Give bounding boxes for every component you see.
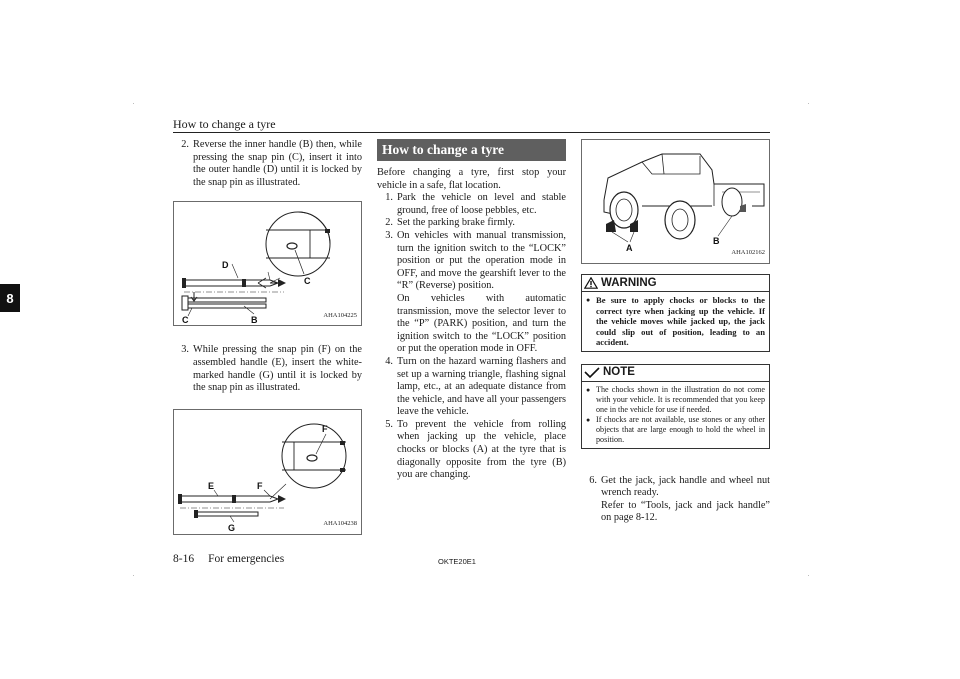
crop-mark: [133, 575, 134, 576]
label-c: C: [304, 276, 311, 287]
note-item: [586, 415, 765, 445]
step-text: On vehicles with manual transmission, turn the ignition switch to the “LOCK” position or put the operation mode in OFF, and move the gearshift lever to the “R” (Reverse) position.: [397, 229, 566, 292]
step-number: 3.: [181, 344, 189, 356]
label-b: B: [713, 236, 720, 246]
page-number: 8-16: [173, 553, 195, 565]
step-text: Refer to “Tools, jack and jack handle” on page 8-12.: [601, 499, 770, 524]
warning-text: Be sure to apply chocks or blocks to the correct tyre when jacking up the vehicle. If the vehicle moves while jacked up, the jack could slip out of position, leading to an accident.: [596, 295, 765, 347]
column-2: [377, 139, 566, 482]
crop-mark: [133, 103, 134, 104]
step-text: Park the vehicle on level and stable ground, free of loose pebbles, etc.: [397, 192, 566, 216]
step-3: [377, 230, 566, 356]
white-handle-illustration: [174, 410, 363, 536]
label-b: B: [251, 315, 258, 326]
warning-header: [582, 275, 769, 292]
note-label: NOTE: [603, 366, 635, 379]
crop-mark: [808, 103, 809, 104]
figure-wheel-chocks: [581, 139, 770, 264]
column-3: [581, 139, 770, 525]
step-text: While pressing the snap pin (F) on the assembled handle (E), insert the white-marked handle (G) until it is locked by the snap pin as illustrated.: [193, 344, 362, 394]
checkmark-icon: [584, 367, 600, 379]
page-footer: [173, 553, 284, 565]
note-text: If chocks are not available, use stones or any other objects that are large enough to hold the wheel in position.: [596, 414, 765, 444]
handle-assembly-illustration: [174, 202, 363, 327]
label-g: G: [228, 522, 236, 533]
chapter-tab: 8: [0, 284, 20, 312]
label-a: A: [626, 243, 633, 253]
figure-code: AHA104225: [323, 311, 357, 319]
warning-triangle-icon: [584, 277, 598, 289]
label-f: F: [257, 480, 263, 491]
step-number: 4.: [385, 355, 393, 367]
crop-mark: [808, 575, 809, 576]
step-2: [377, 217, 566, 230]
running-head: How to change a tyre: [173, 117, 276, 131]
step-text: On vehicles with automatic transmission, move the selector lever to the “P” (PARK) position, and turn the ignition switch to the “LOCK” position or put the operation mode in OFF.: [397, 292, 566, 355]
figure-handle-assembly: [173, 201, 362, 326]
label-e: E: [208, 480, 215, 491]
step-3: [173, 344, 362, 394]
step-text: To prevent the vehicle from rolling when jacking up the vehicle, place chocks or blocks (A) at the tyre that is diagonally opposite from the tyre (B) you are changing.: [397, 418, 566, 481]
note-body: [582, 382, 769, 448]
section-title: How to change a tyre: [377, 139, 566, 161]
step-5: [377, 419, 566, 482]
note-box: [581, 364, 770, 449]
warning-box: [581, 274, 770, 352]
warning-item: [586, 295, 765, 348]
column-1: [173, 139, 362, 535]
header-rule: [173, 132, 770, 133]
figure-code: AHA102162: [731, 249, 765, 257]
intro-paragraph: Before changing a tyre, first stop your vehicle in a safe, flat location.: [377, 167, 566, 191]
section-name: For emergencies: [208, 553, 285, 565]
step-4: [377, 356, 566, 419]
label-c: C: [182, 315, 189, 326]
step-number: 2.: [181, 139, 189, 150]
note-text: The chocks shown in the illustration do not come with your vehicle. It is recommended that you keep one in the vehicle for use if needed.: [596, 384, 765, 414]
step-number: 1.: [385, 192, 393, 204]
step-number: 5.: [385, 418, 393, 430]
label-d: D: [222, 260, 229, 271]
warning-body: [582, 292, 769, 351]
warning-label: WARNING: [601, 276, 657, 289]
figure-code: AHA104238: [323, 520, 357, 528]
step-text: Get the jack, jack handle and wheel nut wrench ready.: [601, 474, 770, 499]
step-text: Reverse the inner handle (B) then, while pressing the snap pin (C), insert it into the outer handle (D) until it is locked by the snap pin as illustrated.: [193, 139, 362, 188]
step-1: [377, 192, 566, 217]
document-code: OKTE20E1: [438, 557, 476, 566]
figure-white-handle-insert: [173, 409, 362, 535]
step-6: [581, 475, 770, 525]
steps-list: [377, 192, 566, 482]
bullet: ●: [586, 415, 591, 424]
label-f: F: [322, 423, 328, 434]
step-text: Set the parking brake firmly.: [397, 217, 515, 229]
note-header: [582, 365, 769, 382]
step-number: 2.: [385, 217, 393, 229]
step-number: 6.: [589, 474, 597, 486]
step-number: 3.: [385, 229, 393, 241]
step-text: Turn on the hazard warning flashers and set up a warning triangle, flashing signal lamp, etc., at an adequate distance from the vehicle, and have all your passengers leave the vehicle.: [397, 355, 566, 418]
step-2: [173, 139, 362, 189]
note-item: [586, 385, 765, 415]
bullet: ●: [586, 296, 591, 304]
pickup-chocks-illustration: [582, 140, 771, 265]
bullet: ●: [586, 385, 591, 394]
